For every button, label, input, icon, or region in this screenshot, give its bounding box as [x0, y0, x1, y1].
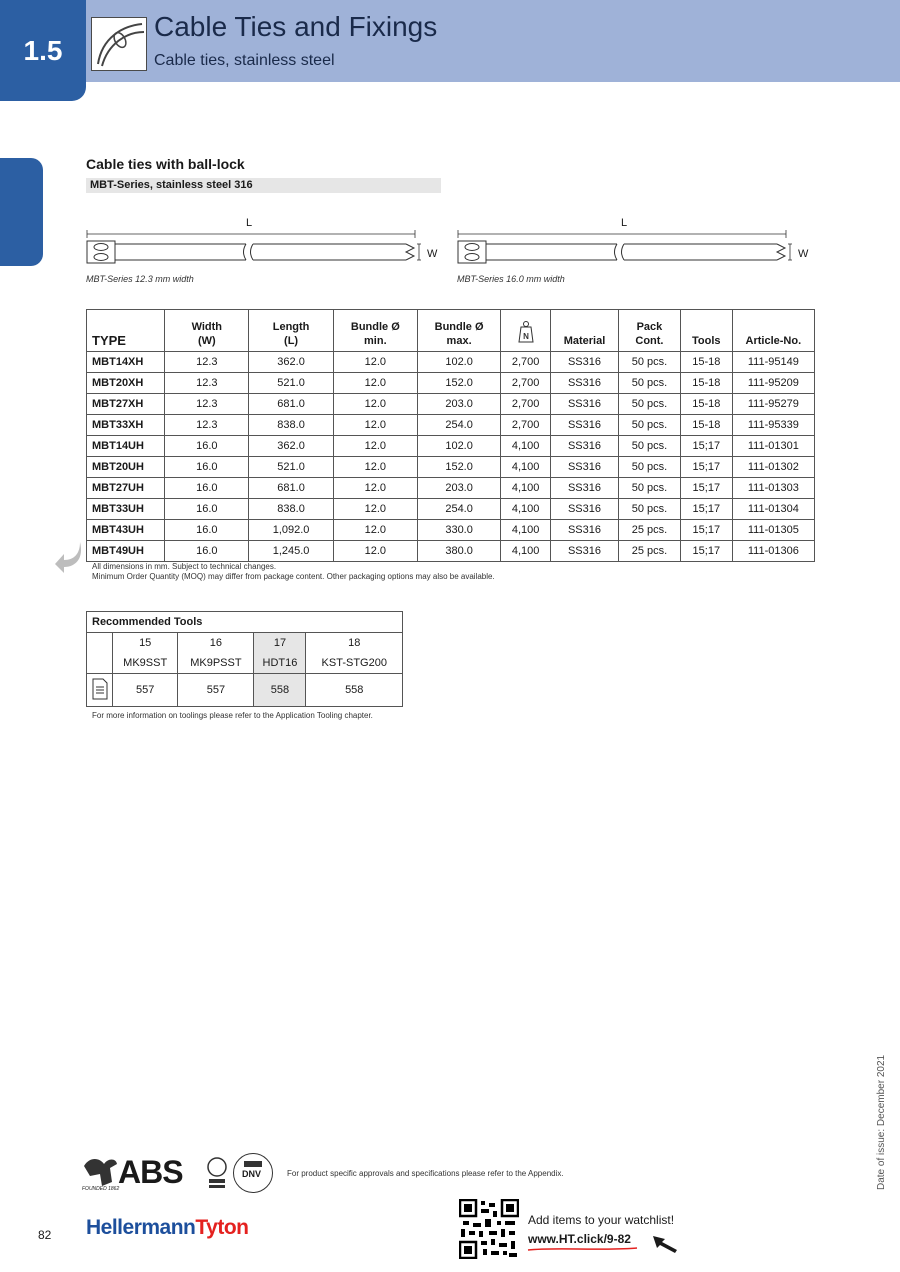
cell-material: SS316	[550, 541, 618, 562]
cell-tensile: 4,100	[501, 457, 551, 478]
dimension-length-label: L	[621, 217, 628, 229]
cell-length: 681.0	[249, 478, 333, 499]
tools-blank-cell	[87, 633, 113, 674]
certifications-note: For product specific approvals and specifications please refer to the Appendix.	[287, 1169, 564, 1178]
cell-width: 16.0	[165, 520, 249, 541]
cell-bundle-min: 12.0	[333, 520, 417, 541]
table-row	[87, 478, 815, 499]
cell-bundle-min: 12.0	[333, 373, 417, 394]
table-row	[87, 520, 815, 541]
cell-article: 111-01304	[732, 499, 814, 520]
cell-article: 111-01303	[732, 478, 814, 499]
series-bar	[86, 178, 441, 193]
cell-width: 16.0	[165, 499, 249, 520]
cell-tools: 15;17	[680, 541, 732, 562]
tool-name: HDT16	[254, 653, 306, 674]
cell-length: 838.0	[249, 415, 333, 436]
cell-bundle-min: 12.0	[333, 415, 417, 436]
col-article: Article-No.	[732, 310, 814, 352]
table-note-moq: Minimum Order Quantity (MOQ) may differ from package content. Other packaging options may also be available.	[92, 572, 495, 581]
col-bundle-min: Bundle Ø min.	[333, 310, 417, 352]
cell-bundle-min: 12.0	[333, 499, 417, 520]
cell-tools: 15-18	[680, 394, 732, 415]
section-number: 1.5	[23, 34, 63, 66]
cell-bundle-max: 203.0	[417, 478, 500, 499]
cell-length: 362.0	[249, 352, 333, 373]
table-note-dimensions: All dimensions in mm. Subject to technical changes.	[92, 562, 277, 571]
side-tab	[0, 158, 43, 266]
cell-bundle-max: 152.0	[417, 457, 500, 478]
cell-type: MBT33XH	[87, 415, 165, 436]
cell-pack: 50 pcs.	[618, 499, 680, 520]
cell-bundle-max: 254.0	[417, 415, 500, 436]
cable-tie-icon	[91, 17, 147, 71]
section-heading: Cable ties with ball-lock	[86, 156, 245, 172]
cell-article: 111-01306	[732, 541, 814, 562]
tool-name: KST-STG200	[306, 653, 403, 674]
abs-founded: FOUNDED 1862	[82, 1186, 120, 1192]
cell-tensile: 2,700	[501, 352, 551, 373]
cell-tools: 15;17	[680, 457, 732, 478]
cell-width: 16.0	[165, 457, 249, 478]
cell-pack: 50 pcs.	[618, 457, 680, 478]
tool-number: 15	[113, 633, 178, 654]
cell-type: MBT20XH	[87, 373, 165, 394]
dimension-width-label: W	[427, 248, 438, 260]
cell-bundle-max: 102.0	[417, 436, 500, 457]
tools-note: For more information on toolings please refer to the Application Tooling chapter.	[92, 711, 373, 720]
cell-type: MBT33UH	[87, 499, 165, 520]
col-pack: Pack Cont.	[618, 310, 680, 352]
cell-material: SS316	[550, 394, 618, 415]
col-tensile	[501, 310, 551, 352]
col-width: Width (W)	[165, 310, 249, 352]
cell-article: 111-95279	[732, 394, 814, 415]
hellermanntyton-logo: HellermannTyton	[86, 1216, 249, 1239]
tool-number: 18	[306, 633, 403, 654]
tie-drawing-12mm	[86, 214, 446, 284]
table-row	[87, 541, 815, 562]
return-arrow-icon	[54, 540, 84, 574]
cell-length: 681.0	[249, 394, 333, 415]
dimension-length-label: L	[246, 217, 253, 229]
dnv-logo-text: DNV	[242, 1169, 262, 1179]
tools-title: Recommended Tools	[87, 612, 403, 633]
page-subtitle: Cable ties, stainless steel	[154, 52, 335, 69]
cell-material: SS316	[550, 373, 618, 394]
cell-bundle-min: 12.0	[333, 352, 417, 373]
document-icon	[92, 678, 108, 700]
cell-length: 521.0	[249, 373, 333, 394]
cell-bundle-max: 254.0	[417, 499, 500, 520]
abs-logo-text: ABS	[118, 1154, 183, 1190]
dimension-width-label: W	[798, 248, 809, 260]
cell-article: 111-95209	[732, 373, 814, 394]
table-row	[87, 415, 815, 436]
cursor-arrow-icon	[651, 1234, 679, 1254]
drawing-caption: MBT-Series 12.3 mm width	[86, 274, 194, 284]
table-row	[87, 394, 815, 415]
qr-code-icon[interactable]	[459, 1199, 519, 1264]
page-number: 82	[38, 1228, 52, 1242]
cell-bundle-max: 152.0	[417, 373, 500, 394]
weight-icon	[518, 320, 534, 344]
cell-width: 16.0	[165, 478, 249, 499]
product-table	[86, 309, 815, 562]
weight-icon-label: N	[522, 332, 529, 341]
cell-pack: 50 pcs.	[618, 478, 680, 499]
table-header-row	[87, 310, 815, 352]
cell-article: 111-95339	[732, 415, 814, 436]
drawing-caption: MBT-Series 16.0 mm width	[457, 274, 565, 284]
cell-width: 12.3	[165, 394, 249, 415]
date-of-issue: Date of issue: December 2021	[876, 1054, 887, 1190]
cell-pack: 25 pcs.	[618, 541, 680, 562]
tools-table	[86, 611, 403, 707]
eagle-icon	[82, 1152, 118, 1188]
cell-length: 521.0	[249, 457, 333, 478]
cell-bundle-min: 12.0	[333, 541, 417, 562]
table-row	[87, 373, 815, 394]
cell-tools: 15-18	[680, 352, 732, 373]
cell-pack: 25 pcs.	[618, 520, 680, 541]
cell-tensile: 4,100	[501, 541, 551, 562]
link-underline	[527, 1246, 639, 1252]
cell-width: 12.3	[165, 373, 249, 394]
cell-pack: 50 pcs.	[618, 373, 680, 394]
cell-material: SS316	[550, 499, 618, 520]
dnv-logo	[233, 1153, 273, 1193]
section-number-tab	[0, 0, 86, 101]
cell-bundle-max: 102.0	[417, 352, 500, 373]
series-label: MBT-Series, stainless steel 316	[90, 179, 253, 191]
cell-tools: 15;17	[680, 520, 732, 541]
cell-pack: 50 pcs.	[618, 394, 680, 415]
cell-material: SS316	[550, 352, 618, 373]
cell-type: MBT14XH	[87, 352, 165, 373]
cell-width: 16.0	[165, 436, 249, 457]
cell-bundle-max: 203.0	[417, 394, 500, 415]
cell-tools: 15;17	[680, 436, 732, 457]
cell-tensile: 4,100	[501, 520, 551, 541]
cell-bundle-max: 330.0	[417, 520, 500, 541]
table-row	[87, 499, 815, 520]
cell-width: 12.3	[165, 415, 249, 436]
cell-bundle-min: 12.0	[333, 457, 417, 478]
cell-article: 111-01301	[732, 436, 814, 457]
cell-type: MBT43UH	[87, 520, 165, 541]
bureau-veritas-logo	[206, 1157, 228, 1196]
cell-length: 1,092.0	[249, 520, 333, 541]
cell-material: SS316	[550, 415, 618, 436]
cell-bundle-min: 12.0	[333, 394, 417, 415]
cell-bundle-min: 12.0	[333, 436, 417, 457]
cell-tools: 15;17	[680, 478, 732, 499]
cell-material: SS316	[550, 478, 618, 499]
tool-number: 16	[178, 633, 254, 654]
watchlist-text: Add items to your watchlist!	[528, 1213, 675, 1227]
cell-material: SS316	[550, 457, 618, 478]
cell-tensile: 2,700	[501, 394, 551, 415]
cell-tools: 15-18	[680, 373, 732, 394]
cell-type: MBT27UH	[87, 478, 165, 499]
cell-tensile: 4,100	[501, 499, 551, 520]
watchlist-link[interactable]: www.HT.click/9-82	[528, 1232, 631, 1246]
cell-length: 362.0	[249, 436, 333, 457]
col-length: Length (L)	[249, 310, 333, 352]
page-title: Cable Ties and Fixings	[154, 11, 438, 42]
cell-type: MBT27XH	[87, 394, 165, 415]
cell-type: MBT14UH	[87, 436, 165, 457]
document-icon-cell	[87, 674, 113, 707]
cell-tensile: 2,700	[501, 373, 551, 394]
cell-tools: 15-18	[680, 415, 732, 436]
cell-bundle-max: 380.0	[417, 541, 500, 562]
tool-article: 557	[178, 674, 254, 707]
table-row	[87, 457, 815, 478]
col-bundle-max: Bundle Ø max.	[417, 310, 500, 352]
cell-tensile: 4,100	[501, 478, 551, 499]
cell-bundle-min: 12.0	[333, 478, 417, 499]
cell-pack: 50 pcs.	[618, 415, 680, 436]
col-type: TYPE	[87, 310, 165, 352]
tool-article: 557	[113, 674, 178, 707]
tool-article: 558	[306, 674, 403, 707]
cell-type: MBT20UH	[87, 457, 165, 478]
cell-pack: 50 pcs.	[618, 352, 680, 373]
cell-article: 111-95149	[732, 352, 814, 373]
cell-material: SS316	[550, 436, 618, 457]
cell-type: MBT49UH	[87, 541, 165, 562]
cell-tensile: 2,700	[501, 415, 551, 436]
table-row	[87, 436, 815, 457]
tie-drawing-16mm	[457, 214, 817, 284]
cell-width: 16.0	[165, 541, 249, 562]
cell-material: SS316	[550, 520, 618, 541]
table-row	[87, 352, 815, 373]
tool-name: MK9SST	[113, 653, 178, 674]
cell-pack: 50 pcs.	[618, 436, 680, 457]
cell-article: 111-01302	[732, 457, 814, 478]
tool-name: MK9PSST	[178, 653, 254, 674]
col-material: Material	[550, 310, 618, 352]
abs-logo	[82, 1150, 202, 1196]
cell-length: 1,245.0	[249, 541, 333, 562]
cell-tensile: 4,100	[501, 436, 551, 457]
cell-length: 838.0	[249, 499, 333, 520]
col-tools: Tools	[680, 310, 732, 352]
cell-article: 111-01305	[732, 520, 814, 541]
cell-tools: 15;17	[680, 499, 732, 520]
tool-article: 558	[254, 674, 306, 707]
cell-width: 12.3	[165, 352, 249, 373]
tool-number: 17	[254, 633, 306, 654]
